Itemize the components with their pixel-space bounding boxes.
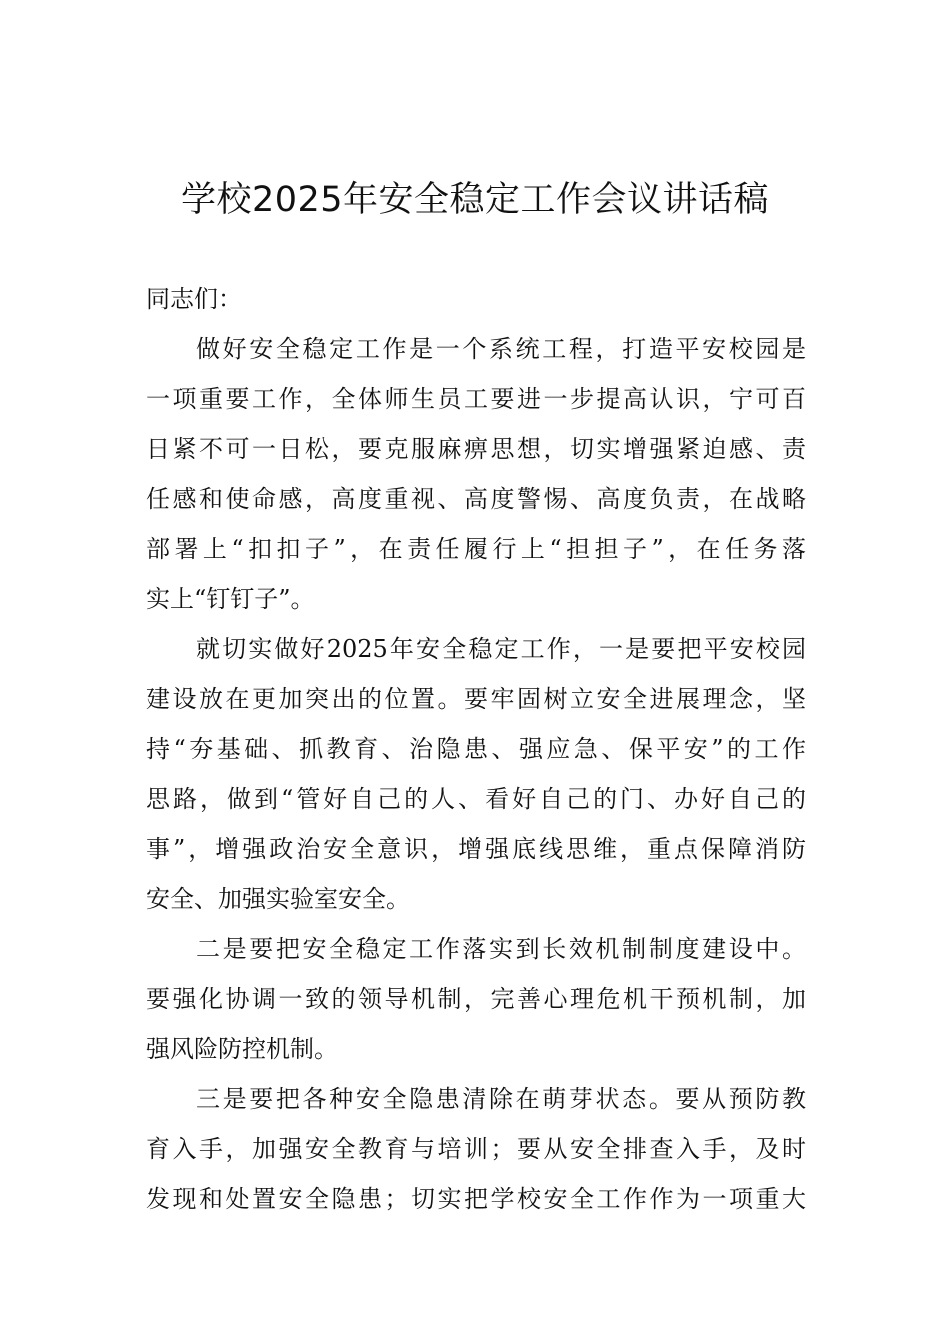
text-line: 三是要把各种安全隐患清除在萌芽状态。要从预防教 [196, 1085, 806, 1113]
salutation: 同志们： [146, 285, 242, 313]
text-line: 就切实做好2025年安全稳定工作，一是要把平安校园 [196, 635, 806, 663]
text-line: 部署上“扣扣子”，在责任履行上“担担子”，在任务落 [146, 535, 806, 563]
text-line: 发现和处置安全隐患；切实把学校安全工作作为一项重大 [146, 1185, 806, 1213]
text-line: 做好安全稳定工作是一个系统工程，打造平安校园是 [196, 335, 806, 363]
paragraph-4 [146, 1074, 806, 1224]
document-body [146, 274, 806, 1224]
text-line: 育入手，加强安全教育与培训；要从安全排查入手，及时 [146, 1135, 806, 1163]
text-line: 思路，做到“管好自己的人、看好自己的门、办好自己的 [146, 785, 806, 813]
text-line: 日紧不可一日松，要克服麻痹思想，切实增强紧迫感、责 [146, 435, 806, 463]
text-line: 二是要把安全稳定工作落实到长效机制制度建设中。 [196, 935, 806, 963]
text-line: 事”，增强政治安全意识，增强底线思维，重点保障消防 [146, 835, 806, 863]
text-line: 安全、加强实验室安全。 [146, 885, 410, 913]
paragraph-3 [146, 924, 806, 1074]
text-line: 建设放在更加突出的位置。要牢固树立安全进展理念，坚 [146, 685, 806, 713]
document-title: 学校2025年安全稳定工作会议讲话稿 [180, 180, 770, 220]
text-line: 任感和使命感，高度重视、高度警惕、高度负责，在战略 [146, 485, 806, 513]
paragraph-2 [146, 624, 806, 924]
text-line: 实上“钉钉子”。 [146, 585, 315, 613]
paragraph-1 [146, 324, 806, 624]
text-line: 要强化协调一致的领导机制，完善心理危机干预机制，加 [146, 985, 806, 1013]
text-line: 强风险防控机制。 [146, 1035, 338, 1063]
text-line: 持“夯基础、抓教育、治隐患、强应急、保平安”的工作 [146, 735, 806, 763]
text-line: 一项重要工作，全体师生员工要进一步提高认识，宁可百 [146, 385, 806, 413]
